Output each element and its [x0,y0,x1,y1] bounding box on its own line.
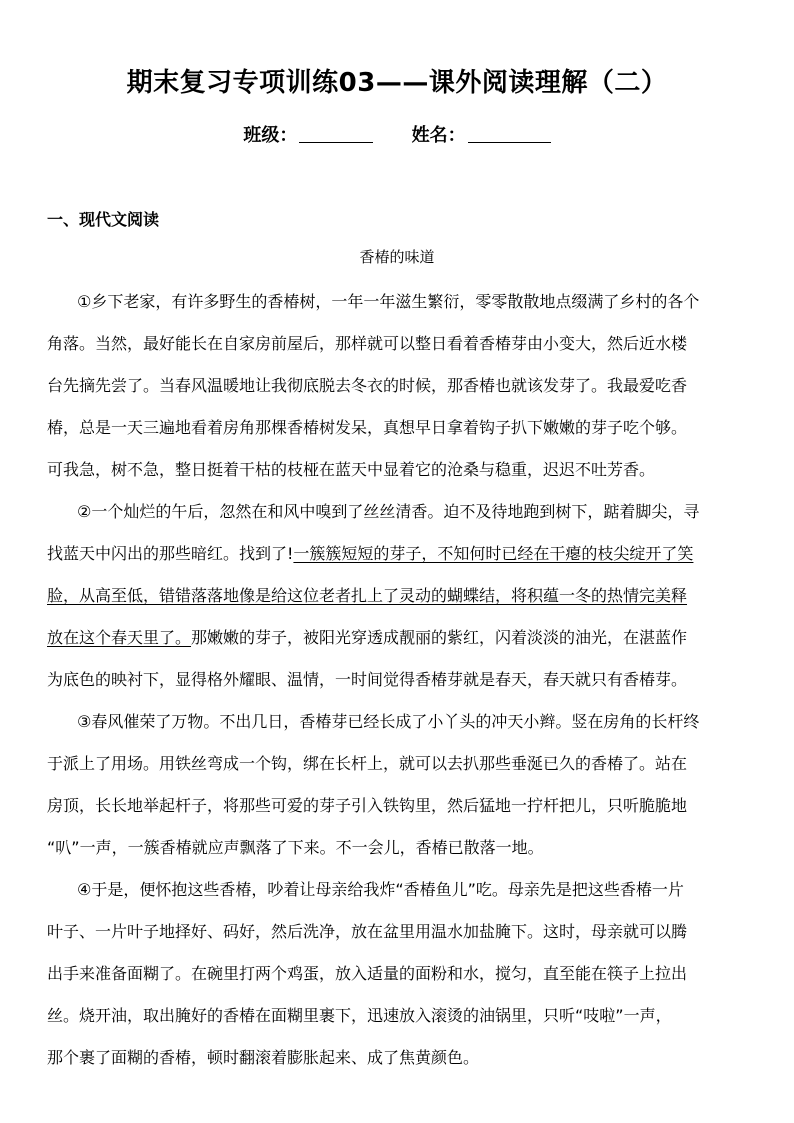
paragraph-2 [47,491,747,701]
paragraph-line: 出手来准备面糊了。在碗里打两个鸡蛋，放入适量的面粉和水，搅匀，直至能在筷子上拉出 [47,964,688,983]
paragraph-line: ②一个灿烂的午后，忽然在和风中嗅到了丝丝清香。迫不及待地跑到树下，踮着脚尖，寻 [77,502,700,521]
paragraph-line [47,533,747,575]
paragraph-line: ①乡下老家，有许多野生的香椿树，一年一年滋生繁衍，零零散散地点缀满了乡村的各个 [77,292,700,311]
paragraph-3 [47,701,747,869]
section-heading: 一、现代文阅读 [47,210,160,229]
paragraph-line: 叶子、一片叶子地择好、码好，然后洗净，放在盆里用温水加盐腌下。这时，母亲就可以腾 [47,922,688,941]
article-title: 香椿的味道 [359,248,435,266]
paragraph-line: 椿，总是一天三遍地看着房角那棵香椿树发呆，真想早日拿着钩子扒下嫩嫩的芽子吃个够。 [47,418,688,437]
line-text: 找蓝天中闪出的那些暗红。找到了! [47,544,294,563]
underlined-sentence: 一簇簇短短的芽子，不知何时已经在干瘪的枝尖绽开了笑 [293,544,694,563]
paragraph-line: 台先摘先尝了。当春风温暖地让我彻底脱去冬衣的时候，那香椿也就该发芽了。我最爱吃香 [47,376,688,395]
paragraph-line: 可我急，树不急，整日挺着干枯的枝桠在蓝天中显着它的沧桑与稳重，迟迟不吐芳香。 [47,460,656,479]
paragraph-line [47,617,747,659]
paragraph-line: 那个裹了面糊的香椿，顿时翻滚着膨胀起来、成了焦黄颜色。 [47,1048,480,1067]
paragraph-line: 于派上了用场。用铁丝弯成一个钩，绑在长杆上，就可以去扒那些垂涎已久的香椿了。站在 [47,754,688,773]
page-title: 期末复习专项训练03——课外阅读理解（二） [126,68,668,98]
name-blank[interactable] [468,124,551,143]
paragraph-line: 为底色的映衬下，显得格外耀眼、温情，一时间觉得香椿芽就是春天，春天就只有香椿芽。 [47,670,688,689]
name-label: 姓名： [411,125,466,146]
underlined-sentence: 脸，从高至低，错错落落地像是给这位老者扎上了灵动的蝴蝶结，将积蕴一冬的热情完美释 [47,586,688,605]
paragraph-line [47,575,747,617]
paragraph-line: ③春风催荣了万物。不出几日，香椿芽已经长成了小丫头的冲天小辫。竖在房角的长杆终 [77,712,700,731]
underlined-sentence: 放在这个春天里了。 [47,628,192,647]
paragraph-line: 丝。烧开油，取出腌好的香椿在面糊里裹下，迅速放入滚烫的油锅里，只听“吱啦”一声， [47,1006,672,1025]
class-field [243,121,373,147]
class-label: 班级： [243,125,298,146]
line-text: 那嫩嫩的芽子，被阳光穿透成靓丽的紫红，闪着淡淡的油光，在湛蓝作 [191,628,688,647]
class-blank[interactable] [299,124,373,143]
paragraph-line: 角落。当然，最好能长在自家房前屋后，那样就可以整日看着香椿芽由小变大，然后近水楼 [47,334,688,353]
name-field [412,121,551,147]
paragraph-4 [47,869,747,1079]
article-body [47,281,747,1079]
paragraph-line: 房顶，长长地举起杆子，将那些可爱的芽子引入铁钩里，然后猛地一拧杆把儿，只听脆脆地 [47,796,688,815]
student-info-row [0,121,794,147]
paragraph-line: “叭”一声，一簇香椿就应声飘落了下来。不一会儿，香椿已散落一地。 [47,838,544,857]
paragraph-1 [47,281,747,491]
paragraph-line: ④于是，便怀抱这些香椿，吵着让母亲给我炸“香椿鱼儿”吃。母亲先是把这些香椿一片 [77,880,684,899]
